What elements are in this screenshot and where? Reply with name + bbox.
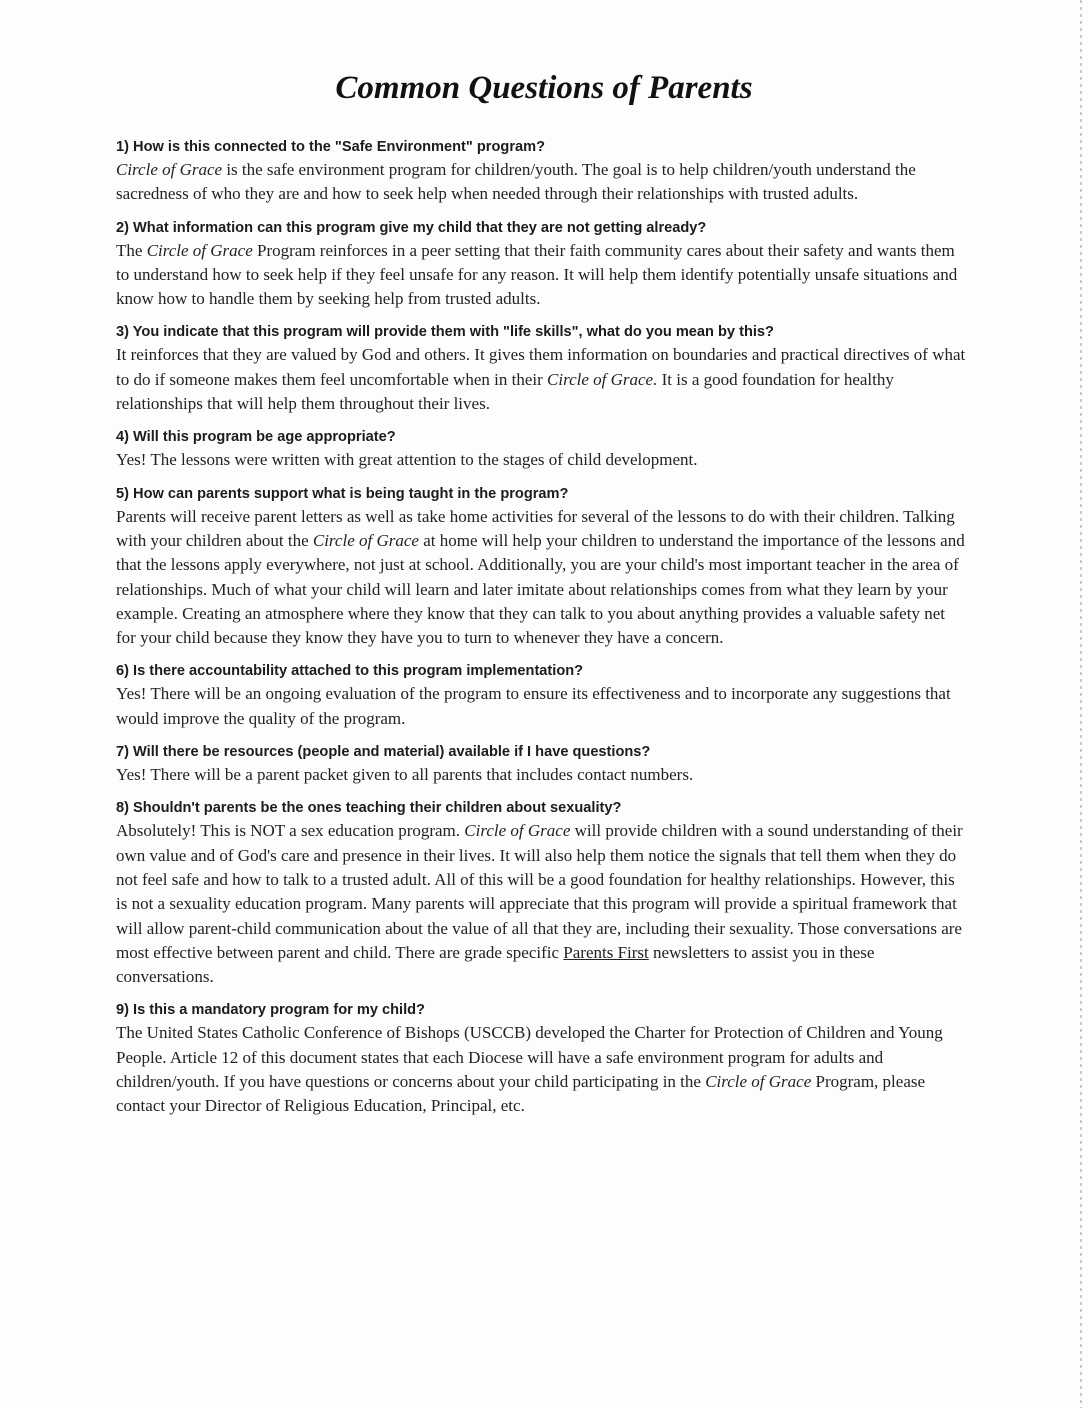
answer-text — [116, 682, 966, 731]
answer-segment: Yes! The lessons were written with great attention to the stages of child development. — [116, 450, 698, 470]
answer-segment: Absolutely! This is NOT a sex education program. — [116, 821, 465, 841]
question-heading: 2) What information can this program give my child that they are not getting already? — [116, 219, 707, 236]
program-name-italic: Circle of Grace. — [547, 369, 658, 389]
answer-segment: Yes! There will be a parent packet given to all parents that includes contact numbers. — [116, 765, 694, 785]
answer-text — [116, 763, 966, 787]
answer-segment: Parents will receive parent letters as well as take home activities for several of the lessons to do with their children. Talking with your children about the — [116, 506, 955, 550]
answer-segment: will provide children with a sound understanding of their own value and of God's care and presence in their lives. It will also help them notice the signals that tell them when they do not feel safe and how to talk to a trusted adult. All of this will be a good foundation for healthy relationships. However, this is not a sexuality education program. Many parents will appreciate that this program will provide a spiritual framework that will allow parent-child communication about the value of all that they are, including their sexuality. Those conversations are most effective between parent and child. There are grade specific — [116, 821, 963, 962]
answer-segment: The — [116, 240, 147, 260]
qa-item — [116, 217, 966, 312]
qa-list — [116, 136, 966, 1129]
answer-segment: Yes! There will be an ongoing evaluation of the program to ensure its effectiveness and to incorporate any suggestions that would improve the quality of the program. — [116, 684, 951, 728]
qa-item — [116, 797, 966, 989]
question-heading: 3) You indicate that this program will provide them with "life skills", what do you mean by this? — [116, 324, 774, 341]
answer-text — [116, 448, 966, 472]
qa-item — [116, 426, 966, 472]
answer-segment: It is a good foundation for healthy relationships that will help them throughout their lives. — [116, 369, 894, 414]
answer-segment: is the safe environment program for children/youth. The goal is to help children/youth understand the sacredness of who they are and how to seek help when needed through their relationships with trusted adults. — [116, 160, 916, 204]
program-name-italic: Circle of Grace — [312, 530, 419, 550]
qa-item — [116, 321, 966, 416]
answer-text — [116, 239, 966, 312]
qa-item — [116, 483, 966, 651]
question-heading: 1) How is this connected to the "Safe Environment" program? — [116, 139, 546, 155]
question-heading: 5) How can parents support what is being taught in the program? — [116, 485, 569, 502]
question-heading: 9) Is this a mandatory program for my child? — [116, 1002, 425, 1019]
qa-item — [116, 136, 966, 207]
qa-item — [116, 741, 966, 787]
answer-segment: newsletters to assist you in these conversations. — [116, 942, 875, 987]
program-name-italic: Circle of Grace — [464, 821, 571, 841]
scan-edge-artifact — [1080, 0, 1082, 1408]
answer-text — [116, 505, 966, 651]
question-heading: 8) Shouldn't parents be the ones teaching their children about sexuality? — [116, 800, 622, 817]
newsletter-title: Parents First — [563, 942, 649, 962]
answer-text — [116, 158, 966, 207]
question-heading: 6) Is there accountability attached to this program implementation? — [116, 663, 584, 680]
answer-segment: It reinforces that they are valued by God and others. It gives them information on boundaries and practical directives of what to do if someone makes them feel uncomfortable when in their — [116, 345, 966, 389]
qa-item — [116, 999, 966, 1118]
answer-segment: The United States Catholic Conference of Bishops (USCCB) developed the Charter for Protection of Children and Young People. Article 12 of this document states that each Diocese will have a safe environment program for adults and children/youth. If you have questions or concerns about your child participating in the — [116, 1023, 943, 1092]
answer-segment: at home will help your children to understand the importance of the lessons and that the lessons apply everywhere, not just at school. Additionally, you are your child's most important teacher in the area of relationships. Much of what your child will learn and later imitate about relationships comes from what they learn by your example. Creating an atmosphere where they know that they can talk to you about anything provides a valuable safety net for your child because they know they have you to turn to whenever they have a concern. — [116, 530, 965, 648]
answer-text — [116, 343, 966, 416]
question-heading: 4) Will this program be age appropriate? — [116, 429, 396, 446]
program-name-italic: Circle of Grace — [116, 160, 223, 179]
program-name-italic: Circle of Grace — [705, 1072, 812, 1092]
program-name-italic: Circle of Grace — [146, 240, 253, 260]
qa-item — [116, 660, 966, 731]
page-title: Common Questions of Parents — [335, 70, 753, 106]
answer-text — [116, 1021, 966, 1118]
answer-segment: Program, please contact your Director of Religious Education, Principal, etc. — [116, 1072, 926, 1116]
answer-segment: Program reinforces in a peer setting that their faith community cares about their safety and wants them to understand how to seek help if they feel unsafe for any reason. It will help them identify potentially unsafe situations and know how to handle them by seeking help from trusted adults. — [116, 240, 958, 309]
answer-text — [116, 819, 966, 989]
question-heading: 7) Will there be resources (people and material) available if I have questions? — [116, 744, 651, 761]
